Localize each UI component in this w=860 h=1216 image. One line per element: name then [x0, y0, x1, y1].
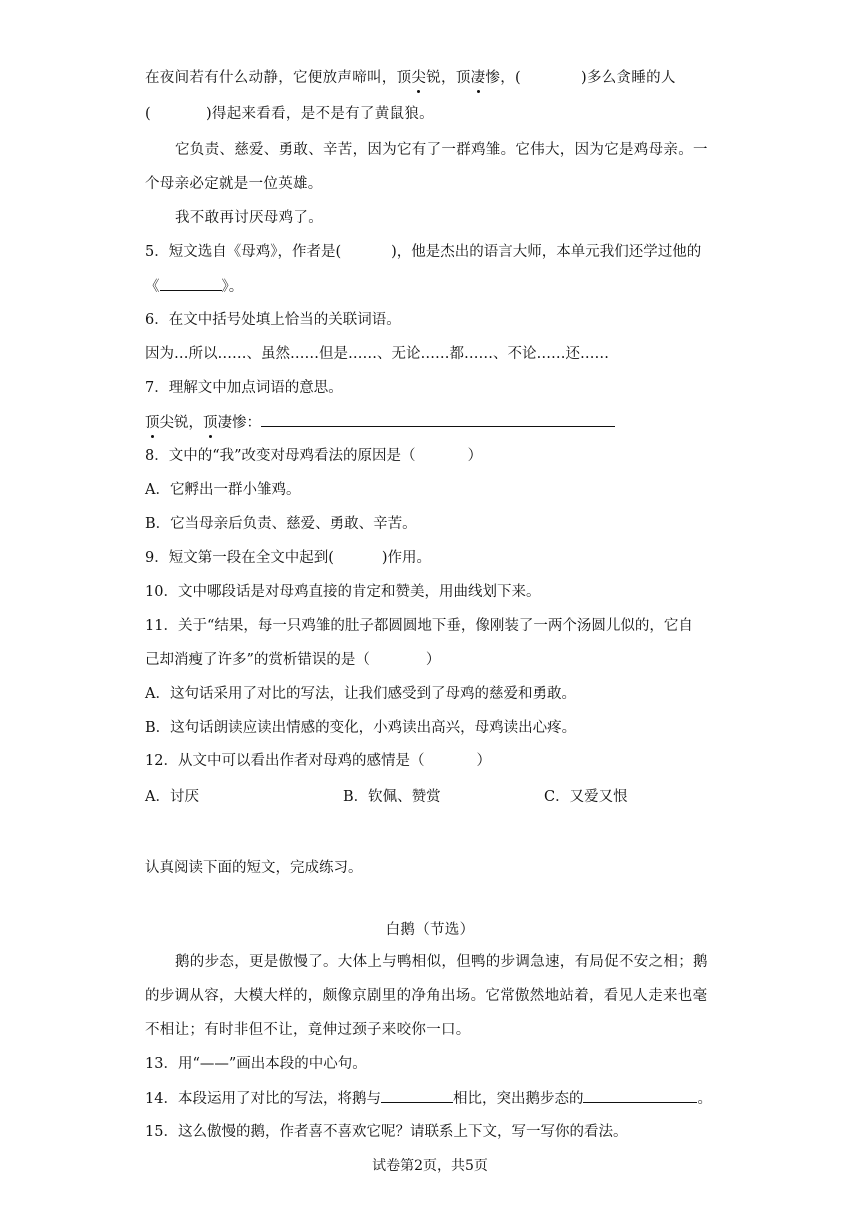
passage-line	[145, 68, 676, 88]
option-8a[interactable]: A．它孵出一群小雏鸡。	[145, 482, 301, 498]
passage-line	[145, 104, 434, 124]
question-7: 7．理解文中加点词语的意思。	[145, 380, 343, 396]
option-12b[interactable]: B．钦佩、赞赏	[343, 789, 441, 805]
option-8b[interactable]: B．它当母亲后负责、慈爱、勇敢、辛苦。	[145, 516, 417, 532]
text: 顶尖锐	[396, 70, 442, 86]
passage-line: 不相让；有时非但不让，竟伸过颈子来咬你一口。	[145, 1022, 471, 1038]
option-12a[interactable]: A．讨厌	[145, 789, 199, 805]
question-11: 11．关于“结果，每一只鸡雏的肚子都圆圆地下垂，像刚装了一两个汤圆儿似的，它自	[145, 618, 693, 634]
question-6-words: 因为…所以……、虽然……但是……、无论……都……、不论……还……	[145, 346, 609, 362]
text: 。	[697, 1091, 712, 1107]
passage-title: 白鹅（节选）	[385, 922, 475, 938]
text: 己却消瘦了许多”的赏析错误的是（	[145, 652, 370, 668]
dotted-word	[456, 68, 500, 88]
question-14	[145, 1088, 712, 1109]
text: (	[145, 106, 151, 122]
passage-line: 个母亲必定就是一位英雄。	[145, 176, 323, 192]
question-8	[145, 446, 482, 466]
text: ）	[467, 448, 483, 464]
passage-line: 的步调从容，大模大样的，颇像京剧里的净角出场。它常傲然地站着，看见人走来也毫	[145, 988, 708, 1004]
question-7-answer	[145, 412, 615, 433]
passage-line: 我不敢再讨厌母鸡了。	[175, 210, 323, 226]
question-12	[145, 751, 491, 771]
question-5	[145, 242, 701, 262]
text: 14．本段运用了对比的写法，将鹅与	[145, 1091, 381, 1107]
question-5-cont	[145, 276, 243, 297]
dotted-word	[145, 413, 160, 433]
page-footer: 试卷第2页，共5页	[372, 1158, 488, 1174]
answer-blank[interactable]	[583, 1088, 697, 1103]
option-11b[interactable]: B．这句话朗读应读出情感的变化，小鸡读出高兴，母鸡读出心疼。	[145, 720, 577, 736]
answer-blank[interactable]	[160, 276, 222, 291]
passage-line: 它负责、慈爱、勇敢、辛苦，因为它有了一群鸡雏。它伟大，因为它是鸡母亲。一	[175, 142, 708, 158]
text: ，(	[500, 70, 521, 86]
text: )作用。	[381, 550, 432, 566]
text: 《	[145, 279, 160, 295]
text: ，	[441, 70, 456, 86]
text: )得起来看看，是不是有了黄鼠狼。	[205, 106, 434, 122]
section-instruction: 认真阅读下面的短文，完成练习。	[145, 860, 363, 876]
option-11a[interactable]: A．这句话采用了对比的写法，让我们感受到了母鸡的慈爱和勇敢。	[145, 686, 576, 702]
text: ）	[425, 652, 441, 668]
question-15: 15．这么傲慢的鹅，作者喜不喜欢它呢？请联系上下文，写一写你的看法。	[145, 1124, 628, 1140]
text: )，他是杰出的语言大师，本单元我们还学过他的	[391, 244, 702, 260]
passage-line: 鹅的步态，更是傲慢了。大体上与鸭相似，但鸭的步调急速，有局促不安之相；鹅	[175, 954, 708, 970]
question-10: 10．文中哪段话是对母鸡直接的肯定和赞美，用曲线划下来。	[145, 584, 541, 600]
option-12c[interactable]: C．又爱又恨	[544, 789, 628, 805]
text: 顶	[145, 415, 160, 431]
text: 5．短文选自《母鸡》，作者是(	[145, 244, 342, 260]
text: 》。	[221, 279, 244, 295]
answer-blank[interactable]	[381, 1088, 453, 1103]
question-6: 6．在文中括号处填上恰当的关联词语。	[145, 312, 401, 328]
text: 在夜间若有什么动静，它便放声啼叫，	[145, 70, 397, 86]
text: )多么贪睡的人	[581, 70, 676, 86]
text: 凄惨：	[217, 415, 261, 431]
text: 顶凄惨	[455, 70, 501, 86]
dotted-word	[397, 68, 441, 88]
question-9	[145, 548, 431, 568]
text: ）	[476, 753, 491, 769]
text: 9．短文第一段在全文中起到(	[145, 550, 334, 566]
text: 8．文中的“我”改变对母鸡看法的原因是（	[145, 448, 416, 464]
dotted-word	[203, 413, 218, 433]
answer-blank[interactable]	[261, 412, 615, 427]
text: 12．从文中可以看出作者对母鸡的感情是（	[145, 753, 425, 769]
text: 尖锐，	[159, 415, 203, 431]
text: 顶	[203, 415, 218, 431]
question-13: 13．用“——”画出本段的中心句。	[145, 1056, 367, 1072]
text: 相比，突出鹅步态的	[452, 1091, 584, 1107]
question-11-cont	[145, 650, 440, 670]
